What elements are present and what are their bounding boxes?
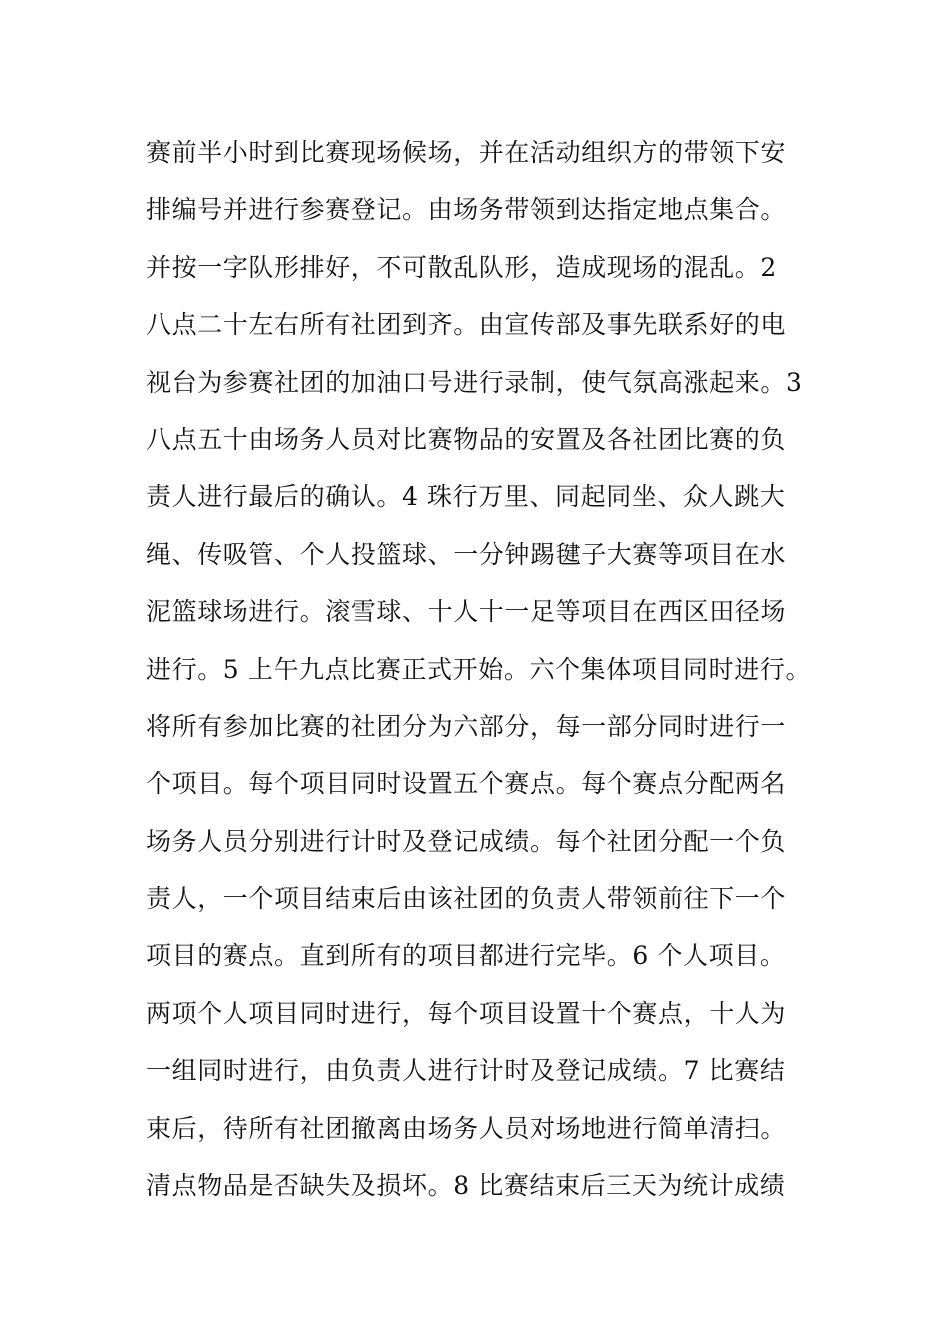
text-line-19: 清点物品是否缺失及损坏。8 比赛结束后三天为统计成绩 — [146, 1171, 786, 1201]
text-line-2: 排编号并进行参赛登记。由场务带领到达指定地点集合。 — [146, 195, 787, 225]
text-line-6: 八点五十由场务人员对比赛物品的安置及各社团比赛的负 — [146, 424, 787, 454]
body-text — [146, 128, 846, 1218]
text-line-14: 责人，一个项目结束后由该社团的负责人带领前往下一个 — [146, 884, 787, 914]
text-line-13: 场务人员分别进行计时及登记成绩。每个社团分配一个负 — [146, 826, 787, 856]
text-line-9: 泥篮球场进行。滚雪球、十人十一足等项目在西区田径场 — [146, 597, 787, 627]
text-line-8: 绳、传吸管、个人投篮球、一分钟踢毽子大赛等项目在水 — [146, 539, 787, 569]
text-line-16: 两项个人项目同时进行，每个项目设置十个赛点，十人为 — [146, 998, 787, 1028]
text-line-1: 赛前半小时到比赛现场候场，并在活动组织方的带领下安 — [146, 138, 787, 167]
text-line-7: 责人进行最后的确认。4 珠行万里、同起同坐、众人跳大 — [146, 482, 786, 512]
text-line-3: 并按一字队形排好，不可散乱队形，造成现场的混乱。2 — [146, 252, 777, 282]
text-line-17: 一组同时进行，由负责人进行计时及登记成绩。7 比赛结 — [146, 1056, 786, 1086]
text-line-10: 进行。5 上午九点比赛正式开始。六个集体项目同时进行。 — [146, 654, 812, 684]
text-line-11: 将所有参加比赛的社团分为六部分，每一部分同时进行一 — [146, 711, 787, 741]
text-line-5: 视台为参赛社团的加油口号进行录制，使气氛高涨起来。3 — [146, 367, 803, 397]
text-line-18: 束后，待所有社团撤离由场务人员对场地进行简单清扫。 — [146, 1113, 787, 1143]
text-line-4: 八点二十左右所有社团到齐。由宣传部及事先联系好的电 — [146, 310, 787, 340]
text-line-15: 项目的赛点。直到所有的项目都进行完毕。6 个人项目。 — [146, 941, 786, 971]
text-line-12: 个项目。每个项目同时设置五个赛点。每个赛点分配两名 — [146, 769, 787, 799]
